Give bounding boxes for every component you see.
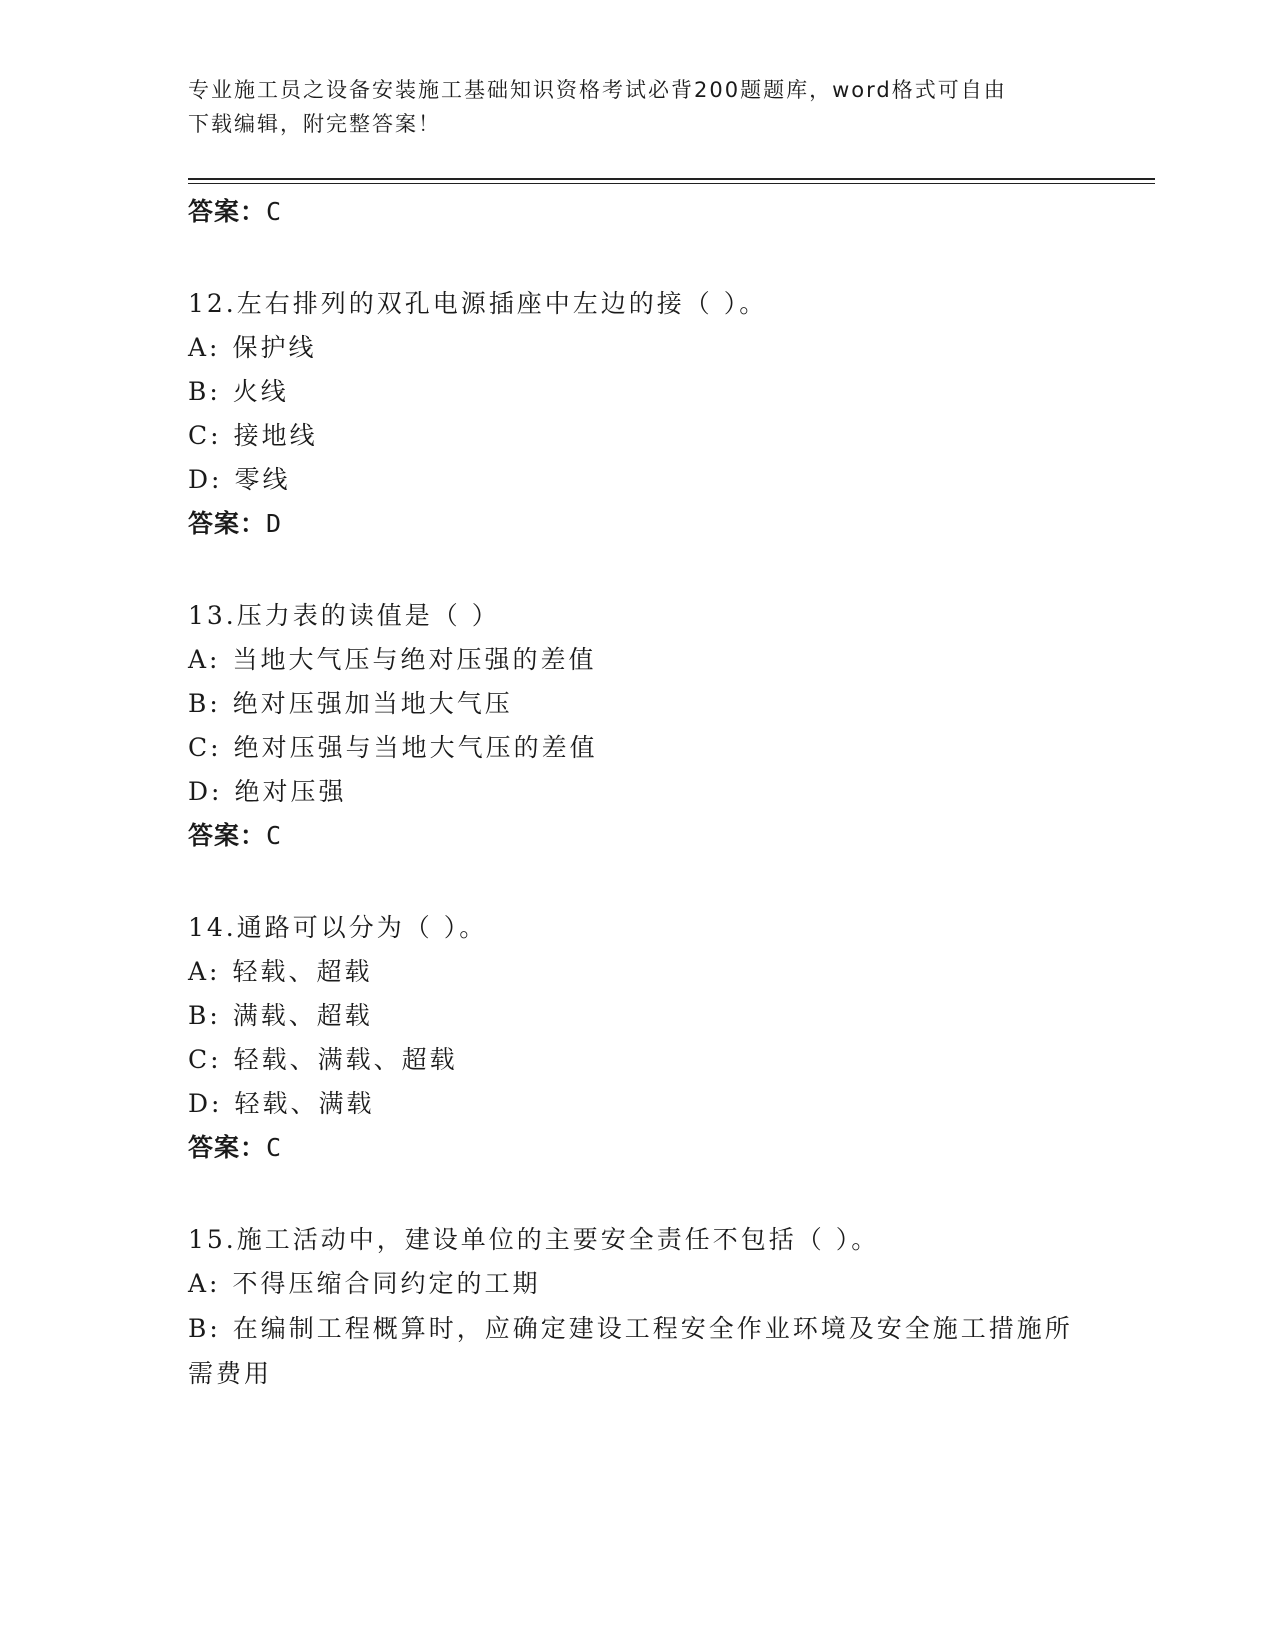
option-a: A: 保护线: [188, 333, 317, 362]
answer-value: C: [266, 197, 283, 226]
option-a: A: 轻载、超载: [188, 957, 373, 986]
option-c: C: 轻载、满载、超载: [188, 1045, 458, 1074]
answer-line: 答案：D: [188, 509, 283, 538]
answer-value: D: [266, 509, 283, 538]
header-line-2: 下载编辑，附完整答案！: [188, 112, 441, 136]
question-13: [188, 594, 1088, 858]
answer-value: C: [266, 1133, 283, 1162]
option-c: C: 接地线: [188, 421, 318, 450]
document-header: [188, 73, 1088, 141]
question-list: [188, 190, 1088, 1396]
option-d: D: 绝对压强: [188, 777, 347, 806]
question-text: 13.压力表的读值是（ ）: [188, 601, 500, 630]
question-text: 15.施工活动中，建设单位的主要安全责任不包括（ ）。: [188, 1225, 880, 1254]
option-d: D: 轻载、满载: [188, 1089, 375, 1118]
answer-line: 答案：C: [188, 197, 283, 226]
answer-line: 答案：C: [188, 1133, 283, 1162]
answer-line: 答案：C: [188, 821, 283, 850]
question-12: [188, 282, 1088, 546]
question-text: 14.通路可以分为（ ）。: [188, 913, 488, 942]
header-line-1: 专业施工员之设备安装施工基础知识资格考试必背200题题库，word格式可自由: [188, 78, 1007, 102]
question-text: 12.左右排列的双孔电源插座中左边的接（ ）。: [188, 289, 768, 318]
question-15: [188, 1218, 1088, 1396]
option-a: A: 当地大气压与绝对压强的差值: [188, 645, 597, 674]
question-14: [188, 906, 1088, 1170]
header-divider: [188, 178, 1155, 184]
option-b: B: 火线: [188, 377, 289, 406]
option-b: B: 在编制工程概算时，应确定建设工程安全作业环境及安全施工措施所需费用: [188, 1314, 1073, 1388]
option-b: B: 绝对压强加当地大气压: [188, 689, 513, 718]
answer-value: C: [266, 821, 283, 850]
option-d: D: 零线: [188, 465, 291, 494]
option-c: C: 绝对压强与当地大气压的差值: [188, 733, 598, 762]
option-b: B: 满载、超载: [188, 1001, 373, 1030]
option-a: A: 不得压缩合同约定的工期: [188, 1269, 541, 1298]
